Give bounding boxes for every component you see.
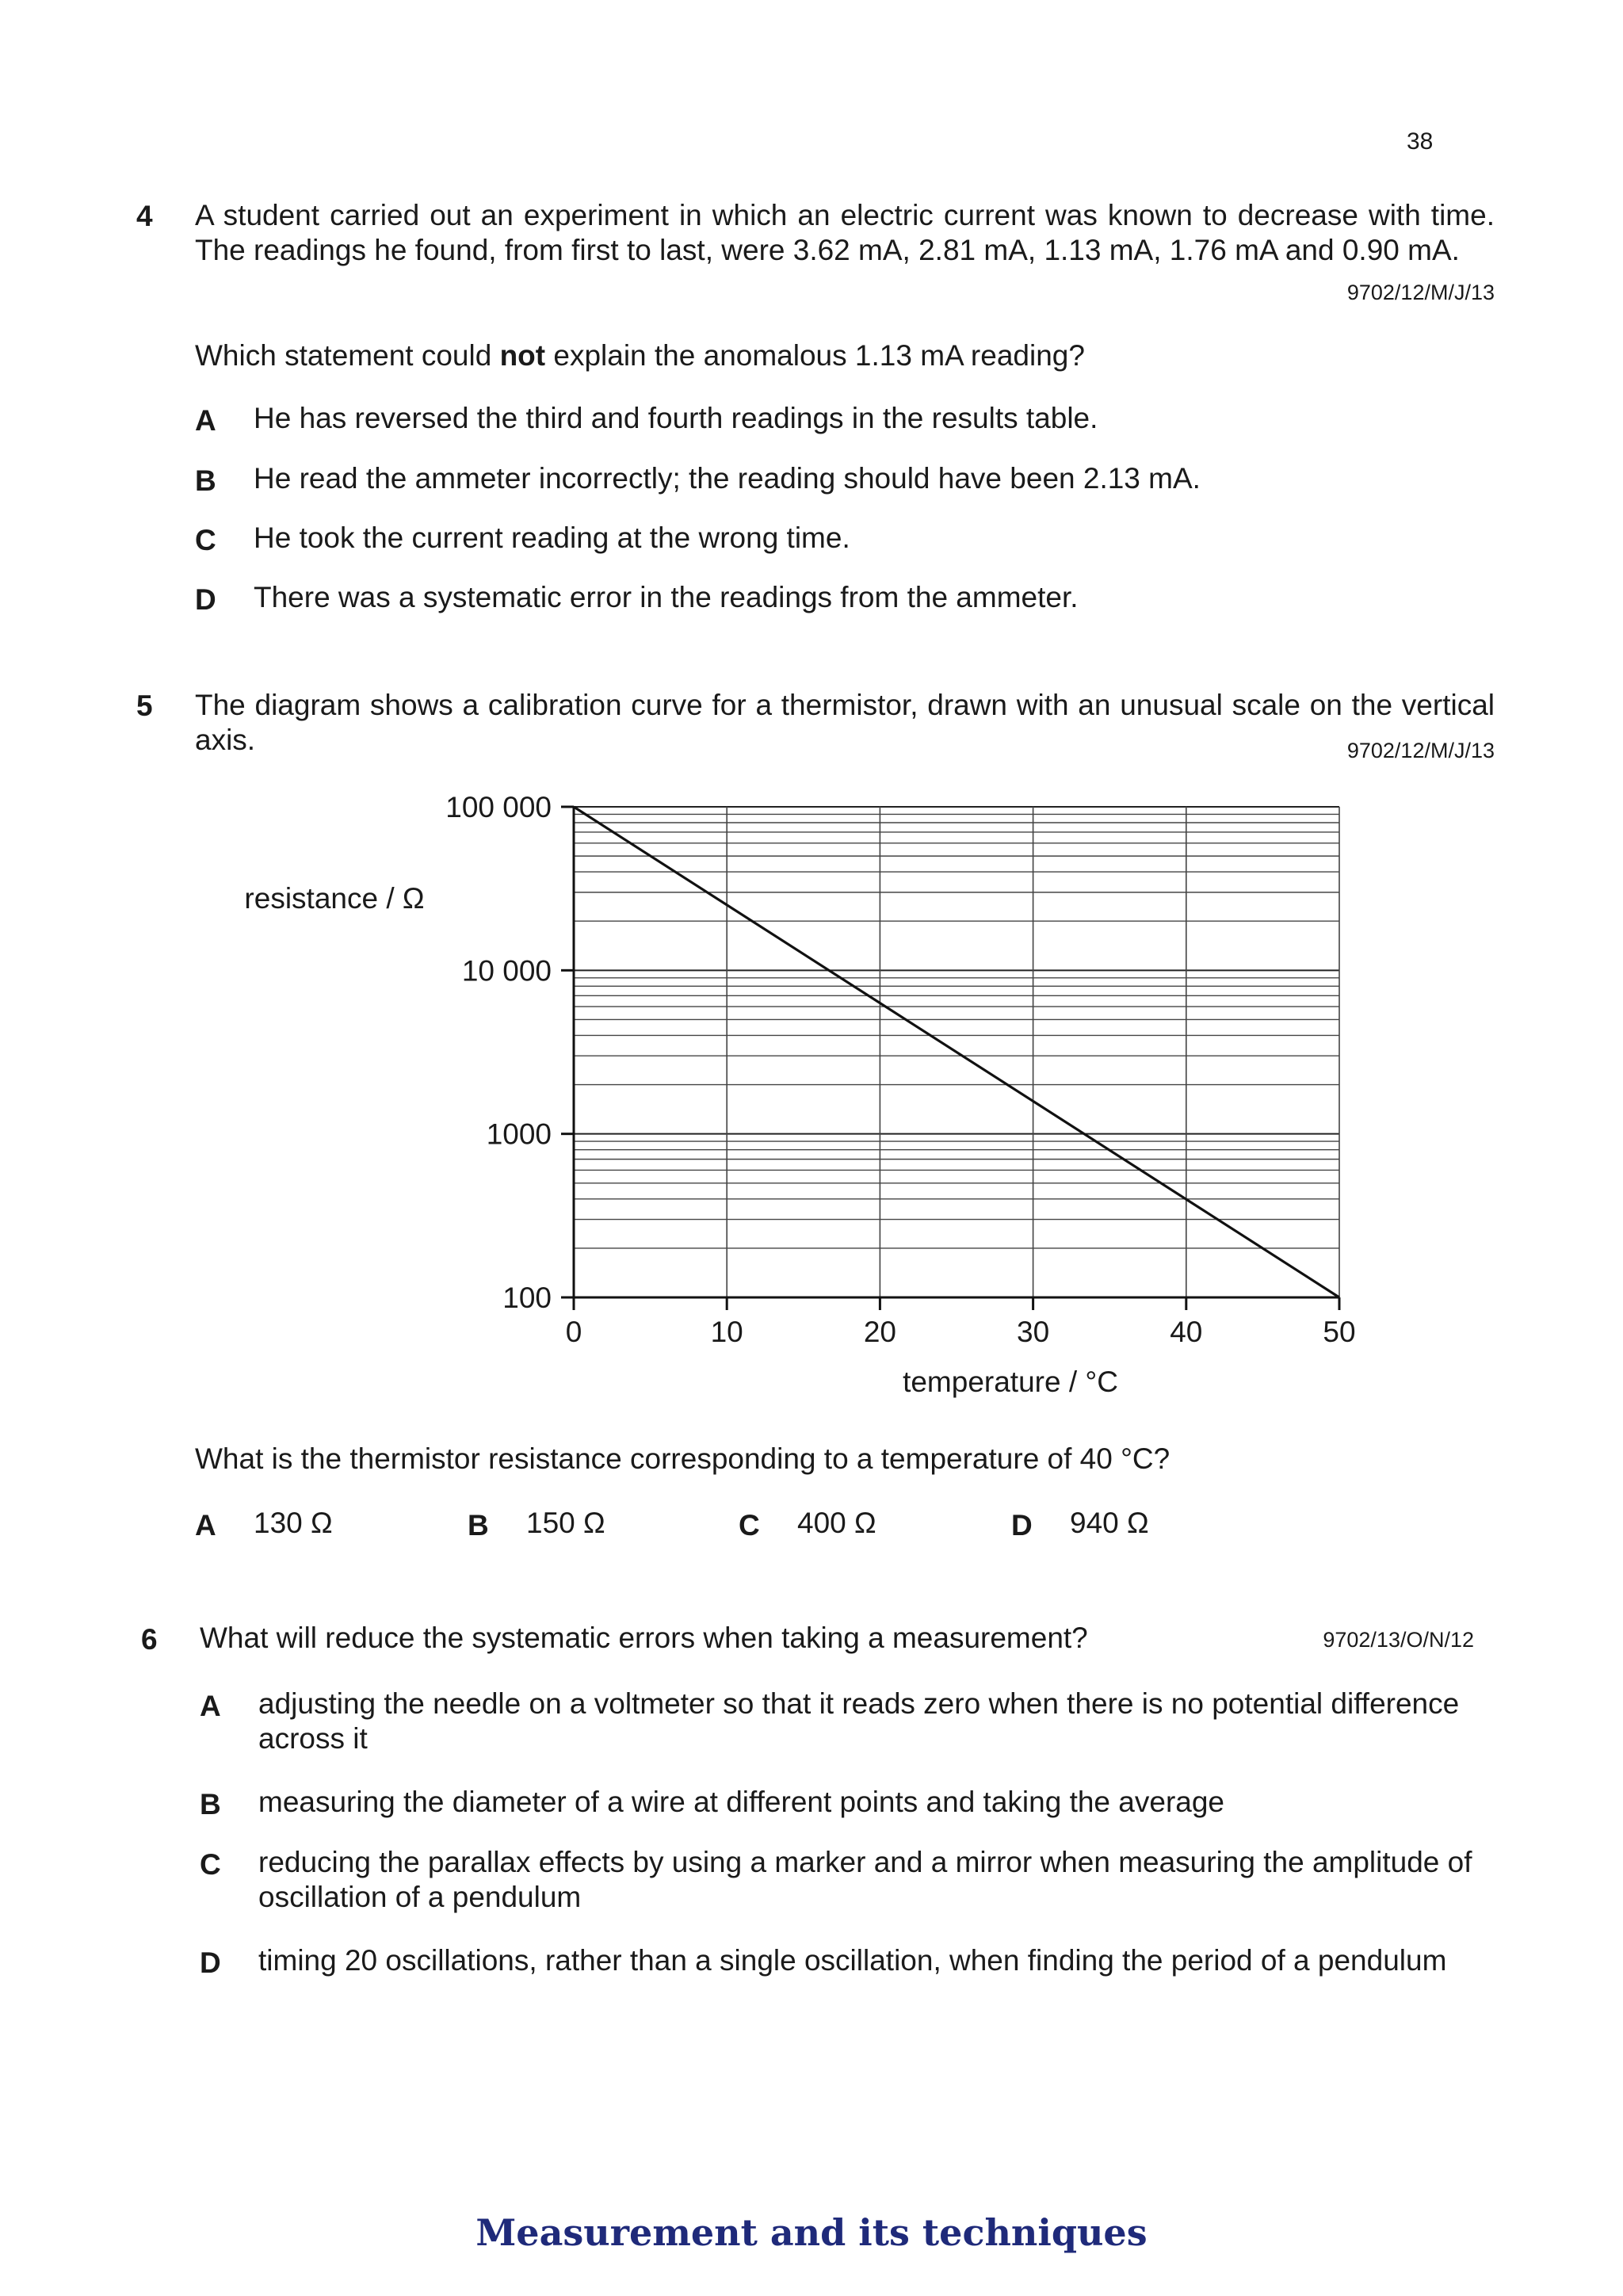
calibration-curve-line xyxy=(574,807,1339,1297)
question-4-reference: 9702/12/M/J/13 xyxy=(1346,281,1495,304)
x-axis-label: temperature / °C xyxy=(903,1366,1118,1398)
q5-option-b-letter: B xyxy=(468,1509,489,1541)
page-number: 38 xyxy=(1407,128,1434,155)
q4-option-d-letter: D xyxy=(195,583,216,616)
q6-option-a-letter: A xyxy=(200,1690,221,1722)
question-5-stem: What is the thermistor resistance corresponding to a temperature of 40 °C? xyxy=(195,1442,1170,1475)
q5-option-b-text: 150 Ω xyxy=(526,1507,605,1539)
question-6-number: 6 xyxy=(141,1623,158,1656)
q4-option-c-text: He took the current reading at the wrong time. xyxy=(254,521,850,554)
q6-option-a-text: adjusting the needle on a voltmeter so that it reads zero when there is no potential difference across it xyxy=(258,1687,1460,1755)
q5-option-d-letter: D xyxy=(1011,1509,1033,1541)
q4-option-d-text: There was a systematic error in the readings from the ammeter. xyxy=(254,581,1079,613)
q6-option-b-text: measuring the diameter of a wire at different points and taking the average xyxy=(258,1786,1224,1818)
q4-option-c-letter: C xyxy=(195,524,216,556)
y-tick-label: 10 000 xyxy=(461,954,552,988)
q6-option-d-text: timing 20 oscillations, rather than a single oscillation, when finding the period of a pendulum xyxy=(258,1944,1447,1977)
x-tick-label: 30 xyxy=(1017,1316,1050,1348)
q5-option-a-text: 130 Ω xyxy=(254,1507,333,1539)
x-tick-label: 0 xyxy=(565,1316,582,1348)
chart-ticks xyxy=(445,791,1355,1348)
question-4-text: A student carried out an experiment in which an electric current was known to decrease with time. The readings he found, from first to last, were 3.62 mA, 2.81 mA, 1.13 mA, 1.76 mA and 0.90 mA. xyxy=(195,199,1495,266)
question-5-reference: 9702/12/M/J/13 xyxy=(1346,739,1495,762)
q6-option-d-letter: D xyxy=(200,1946,221,1979)
y-tick-label: 100 000 xyxy=(445,791,552,823)
q4-option-b-text: He read the ammeter incorrectly; the reading should have been 2.13 mA. xyxy=(254,462,1201,495)
q5-option-a-letter: A xyxy=(195,1509,216,1541)
x-tick-label: 20 xyxy=(863,1316,896,1348)
y-tick-label: 100 xyxy=(502,1282,552,1314)
y-axis-label: resistance / Ω xyxy=(244,882,425,915)
q6-option-b-letter: B xyxy=(200,1788,221,1820)
question-5-text: The diagram shows a calibration curve for a thermistor, drawn with an unusual scale on the vertical axis. xyxy=(195,689,1495,756)
q6-option-c-text: reducing the parallax effects by using a marker and a mirror when measuring the amplitude of oscillation of a pendulum xyxy=(258,1846,1472,1913)
chart-axes xyxy=(563,807,1339,1307)
q4-option-b-letter: B xyxy=(195,464,216,497)
q4-option-a-text: He has reversed the third and fourth readings in the results table. xyxy=(254,402,1098,434)
q5-option-d-text: 940 Ω xyxy=(1070,1507,1149,1539)
question-5-number: 5 xyxy=(136,690,153,722)
question-6-text: What will reduce the systematic errors when taking a measurement? xyxy=(200,1622,1088,1654)
footer-title: Measurement and its techniques xyxy=(475,2211,1148,2254)
x-tick-label: 40 xyxy=(1170,1316,1203,1348)
question-4-stem: Which statement could not explain the anomalous 1.13 mA reading? xyxy=(195,339,1085,372)
question-6-reference: 9702/13/O/N/12 xyxy=(1323,1628,1474,1652)
q5-option-c-letter: C xyxy=(739,1509,760,1541)
q5-option-c-text: 400 Ω xyxy=(797,1507,876,1539)
question-4-number: 4 xyxy=(136,200,153,232)
chart-series xyxy=(574,807,1339,1297)
y-tick-label: 1000 xyxy=(486,1117,552,1151)
q4-option-a-letter: A xyxy=(195,404,216,437)
q6-option-c-letter: C xyxy=(200,1848,221,1881)
x-tick-label: 50 xyxy=(1323,1316,1356,1348)
x-tick-label: 10 xyxy=(710,1316,743,1348)
